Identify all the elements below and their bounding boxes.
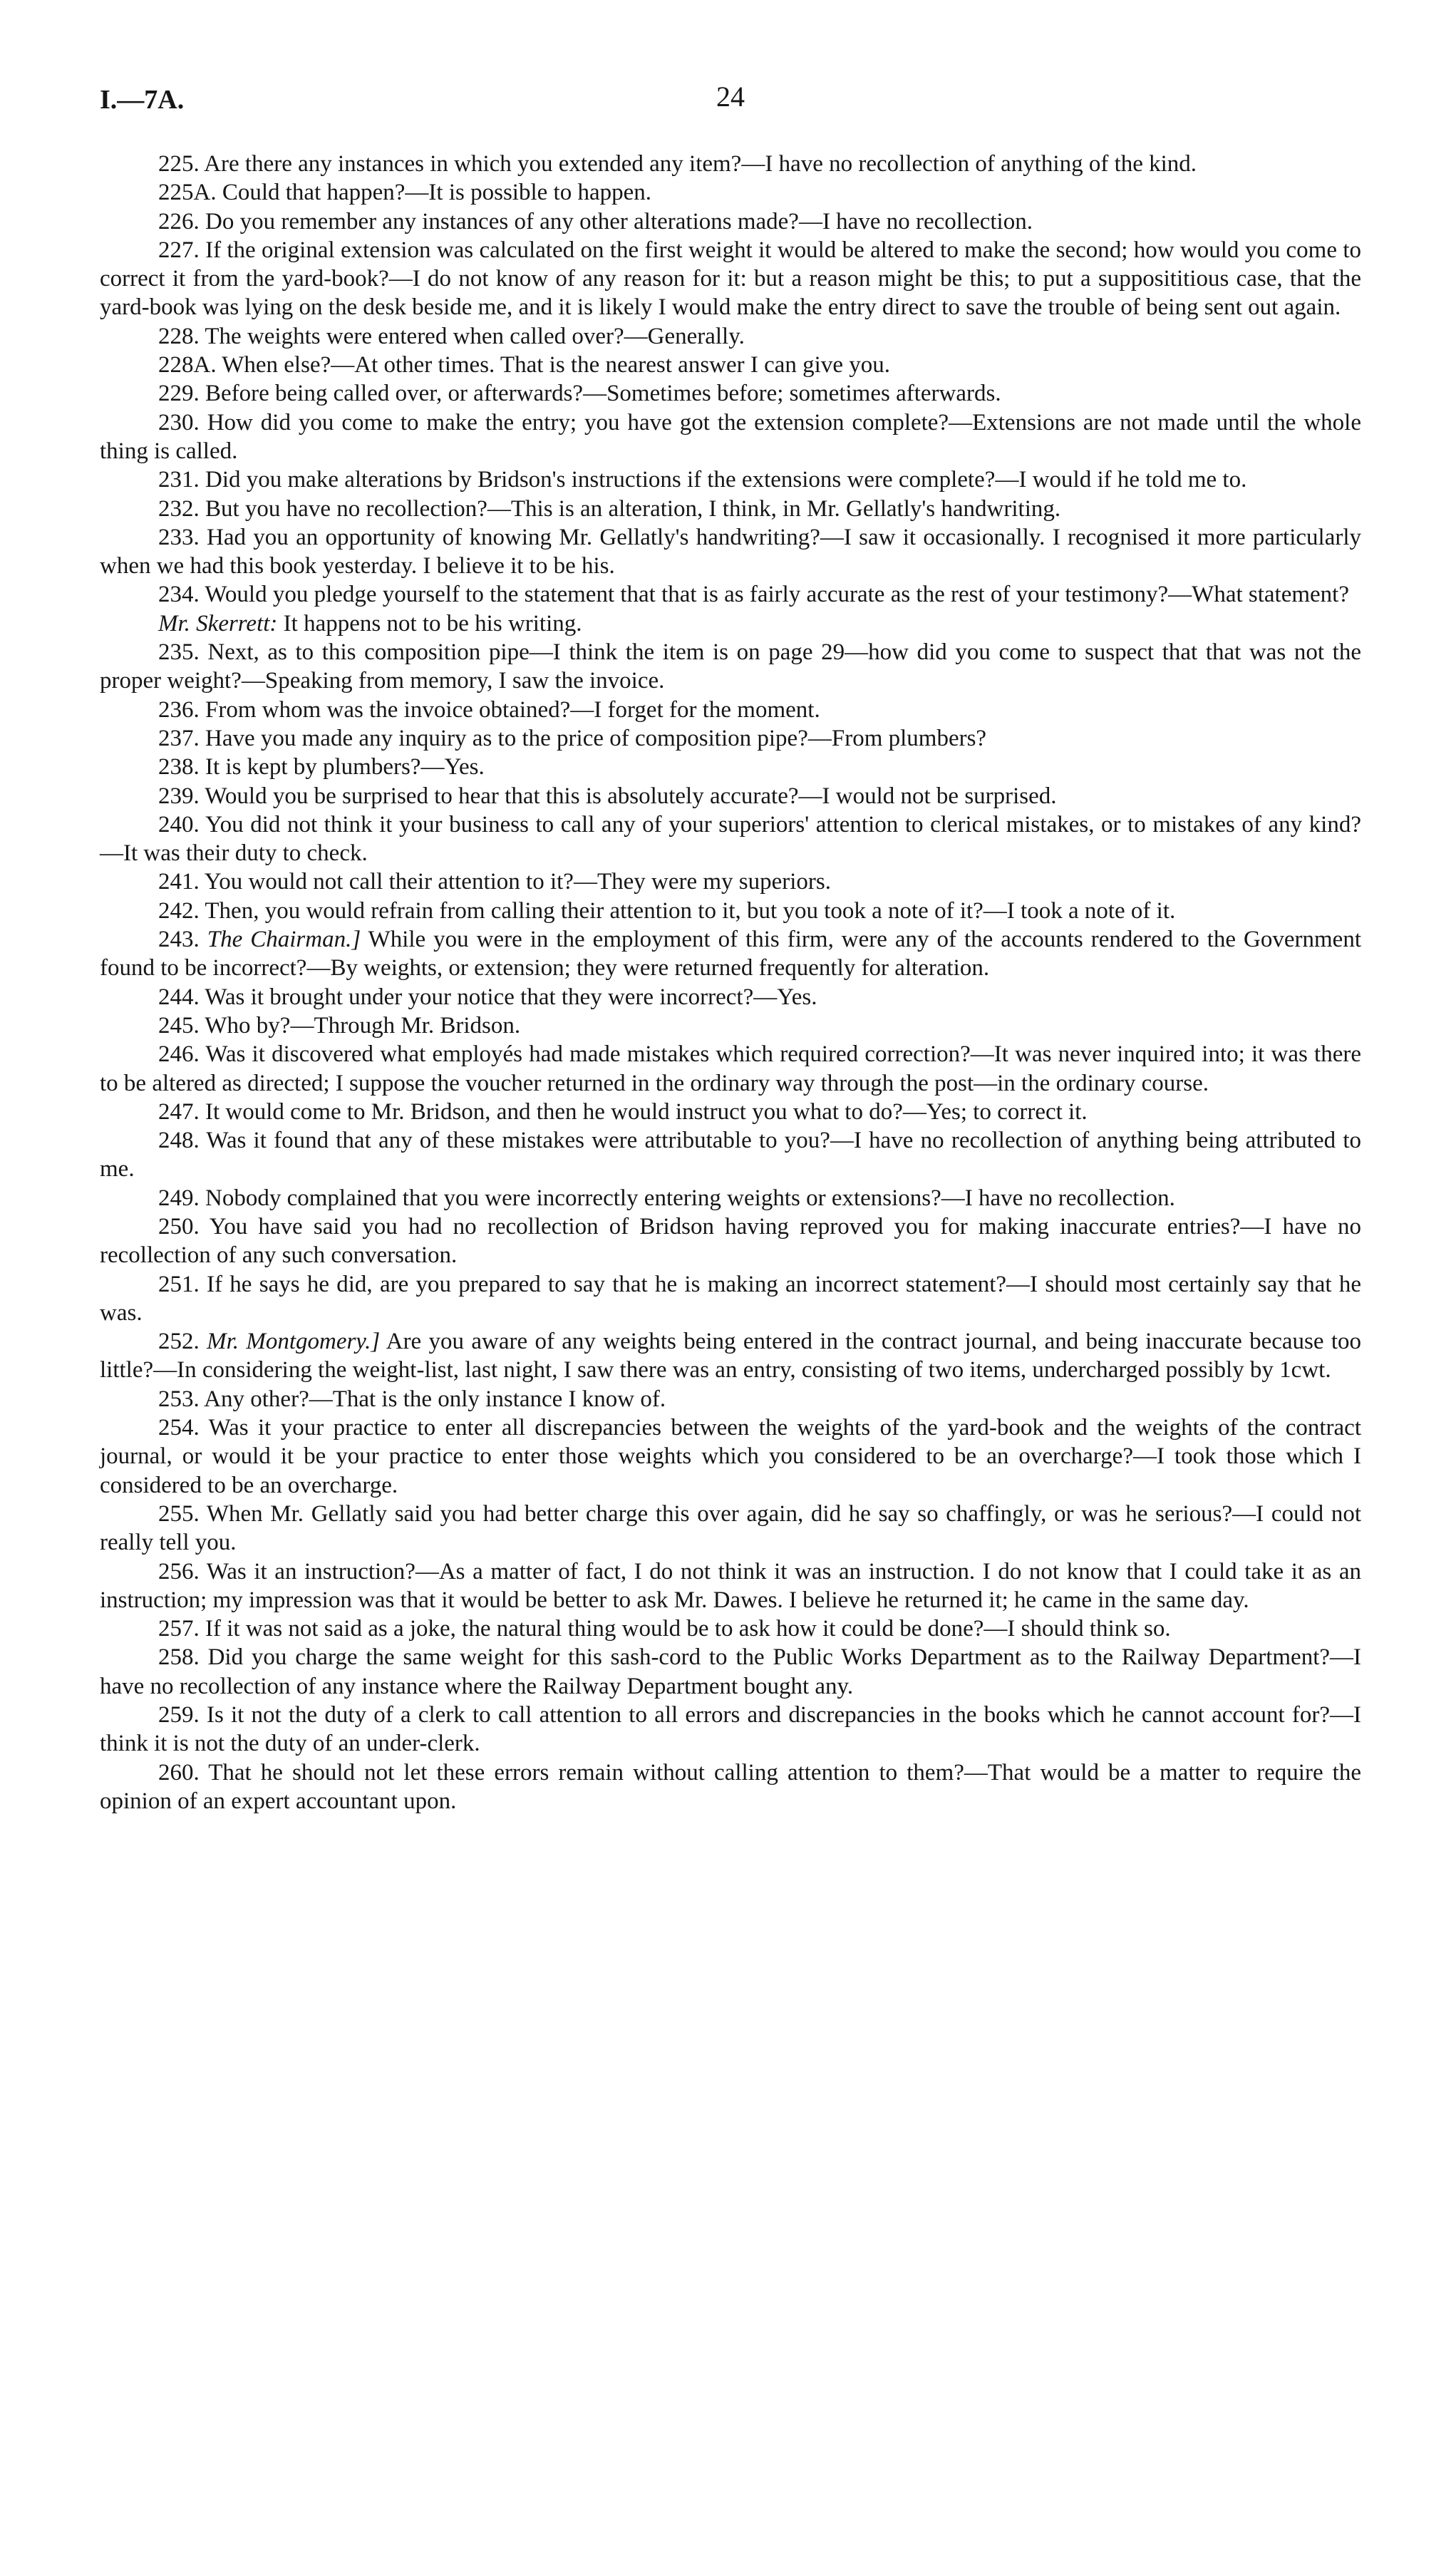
evidence-paragraph	[100, 983, 1361, 1011]
paragraph-text: 232. But you have no recollection?—This is an alteration, I think, in Mr. Gellatly's handwriting.	[158, 495, 1061, 522]
evidence-paragraph	[100, 696, 1361, 724]
evidence-paragraph	[100, 1184, 1361, 1212]
paragraph-text: 228A. When else?—At other times. That is the nearest answer I can give you.	[158, 352, 890, 378]
evidence-body	[100, 150, 1361, 1815]
question-number: 243.	[158, 927, 207, 953]
evidence-paragraph	[100, 1758, 1361, 1816]
paragraph-text: 253. Any other?—That is the only instance I know of.	[158, 1386, 666, 1412]
paragraph-text: 237. Have you made any inquiry as to the price of composition pipe?—From plumbers?	[158, 725, 987, 751]
paragraph-text: 240. You did not think it your business to call any of your superiors' attention to clerical mistakes, or to mistakes of any kind?—It was their duty to check.	[100, 811, 1361, 867]
evidence-paragraph	[100, 523, 1361, 581]
evidence-paragraph	[100, 1413, 1361, 1500]
paragraph-text: 245. Who by?—Through Mr. Bridson.	[158, 1012, 521, 1039]
evidence-paragraph	[100, 638, 1361, 696]
evidence-paragraph	[100, 867, 1361, 896]
evidence-paragraph	[100, 236, 1361, 322]
paragraph-text: 225. Are there any instances in which you extended any item?—I have no recollection of anything of the kind.	[158, 151, 1197, 177]
running-head	[100, 80, 1361, 123]
paragraph-text: 230. How did you come to make the entry; you have got the extension complete?—Extensions are not made until the whole thing is called.	[100, 409, 1361, 464]
paragraph-text: 226. Do you remember any instances of any other alterations made?—I have no recollection.	[158, 208, 1033, 235]
speaker-name: The Chairman.]	[207, 927, 361, 953]
paragraph-text: 247. It would come to Mr. Bridson, and then he would instruct you what to do?—Yes; to correct it.	[158, 1098, 1088, 1125]
paragraph-text: 233. Had you an opportunity of knowing Mr. Gellatly's handwriting?—I saw it occasionally. I recognised it more particularly when we had this book yesterday. I believe it to be his.	[100, 524, 1361, 579]
paragraph-text: 246. Was it discovered what employés had made mistakes which required correction?—It was never inquired into; it was there to be altered as directed; I suppose the voucher returned in the ordinary way through the post—in the ordinary course.	[100, 1041, 1361, 1096]
evidence-paragraph	[100, 178, 1361, 207]
evidence-paragraph	[100, 580, 1361, 609]
evidence-paragraph	[100, 1614, 1361, 1643]
paragraph-text: Are you aware of any weights being entered in the contract journal, and being inaccurate because too little?—In considering the weight-list, last night, I saw there was an entry, consisting of two items, undercharged possibly by 1cwt.	[100, 1329, 1361, 1384]
paragraph-text: 234. Would you pledge yourself to the statement that that is as fairly accurate as the rest of your testimony?—What statement?	[158, 582, 1349, 608]
evidence-paragraph	[100, 1040, 1361, 1098]
evidence-paragraph	[100, 1701, 1361, 1758]
paragraph-text: 255. When Mr. Gellatly said you had better charge this over again, did he say so chaffingly, or was he serious?—I could not really tell you.	[100, 1500, 1361, 1556]
evidence-paragraph	[100, 379, 1361, 408]
paragraph-text: 248. Was it found that any of these mistakes were attributable to you?—I have no recollection of anything being attributed to me.	[100, 1128, 1361, 1183]
evidence-paragraph	[100, 1126, 1361, 1184]
evidence-paragraph	[100, 810, 1361, 868]
evidence-paragraph	[100, 1011, 1361, 1040]
paragraph-text: 251. If he says he did, are you prepared to say that he is making an incorrect statement?—I should most certainly say that he was.	[100, 1271, 1361, 1326]
paragraph-text: 249. Nobody complained that you were incorrectly entering weights or extensions?—I have no recollection.	[158, 1185, 1175, 1211]
paragraph-text: 257. If it was not said as a joke, the natural thing would be to ask how it could be done?—I should think so.	[158, 1616, 1171, 1642]
paragraph-text: 260. That he should not let these errors remain without calling attention to them?—That would be a matter to require the opinion of an expert accountant upon.	[100, 1759, 1361, 1814]
paragraph-text: 254. Was it your practice to enter all discrepancies between the weights of the yard-book and the weights of the contract journal, or would it be your practice to enter those weights which you considered to be an overcharge?—I took those which I considered to be an overcharge.	[100, 1415, 1361, 1498]
evidence-paragraph	[100, 207, 1361, 236]
paragraph-text: 225A. Could that happen?—It is possible to happen.	[158, 180, 651, 206]
paragraph-text: 231. Did you make alterations by Bridson's instructions if the extensions were complete?—I would if he told me to.	[158, 467, 1247, 493]
evidence-paragraph	[100, 408, 1361, 466]
evidence-paragraph	[100, 495, 1361, 523]
report-reference: I.—7A.	[100, 85, 185, 115]
paragraph-text: It happens not to be his writing.	[277, 610, 582, 637]
evidence-paragraph	[100, 465, 1361, 494]
paragraph-text: 236. From whom was the invoice obtained?—I forget for the moment.	[158, 696, 820, 723]
evidence-paragraph	[100, 1327, 1361, 1385]
evidence-paragraph	[100, 150, 1361, 178]
evidence-paragraph	[100, 925, 1361, 983]
speaker-name: Mr. Montgomery.]	[207, 1329, 381, 1355]
evidence-paragraph	[100, 351, 1361, 379]
question-number: 252.	[158, 1329, 207, 1355]
paragraph-text: 238. It is kept by plumbers?—Yes.	[158, 754, 485, 780]
speaker-name: Mr. Skerrett:	[158, 610, 278, 637]
evidence-paragraph	[100, 1500, 1361, 1557]
paragraph-text: While you were in the employment of this firm, were any of the accounts rendered to the Government found to be incorrect?—By weights, or extension; they were returned frequently for alteration.	[100, 927, 1362, 982]
evidence-paragraph	[100, 1212, 1361, 1270]
page-number: 24	[716, 81, 745, 113]
paragraph-text: 239. Would you be surprised to hear that this is absolutely accurate?—I would not be surprised.	[158, 783, 1057, 809]
evidence-paragraph	[100, 609, 1361, 638]
paragraph-text: 242. Then, you would refrain from calling their attention to it, but you took a note of it?—I took a note of it.	[158, 897, 1176, 924]
paragraph-text: 227. If the original extension was calculated on the first weight it would be altered to make the second; how would you come to correct it from the yard-book?—I do not know of any reason for it: but a reason might be this; to put a supposititious case, that the yard-book was lying on the desk beside me, and it is likely I would make the entry direct to save the trouble of being sent out again.	[100, 237, 1361, 321]
paragraph-text: 229. Before being called over, or afterwards?—Sometimes before; sometimes afterwards.	[158, 381, 1001, 407]
paragraph-text: 244. Was it brought under your notice that they were incorrect?—Yes.	[158, 984, 817, 1010]
evidence-paragraph	[100, 1098, 1361, 1126]
evidence-paragraph	[100, 782, 1361, 810]
evidence-paragraph	[100, 1643, 1361, 1701]
evidence-paragraph	[100, 724, 1361, 753]
evidence-paragraph	[100, 1385, 1361, 1413]
evidence-paragraph	[100, 753, 1361, 781]
evidence-paragraph	[100, 322, 1361, 351]
paragraph-text: 256. Was it an instruction?—As a matter of fact, I do not think it was an instruction. I do not know that I could take it as an instruction; my impression was that it would be better to ask Mr. Dawes. I believe he returned it; he came in the same day.	[100, 1558, 1361, 1613]
paragraph-text: 241. You would not call their attention to it?—They were my superiors.	[158, 869, 832, 895]
paragraph-text: 258. Did you charge the same weight for this sash-cord to the Public Works Department as to the Railway Department?—I have no recollection of any instance where the Railway Department bought any.	[100, 1644, 1361, 1699]
paragraph-text: 235. Next, as to this composition pipe—I think the item is on page 29—how did you come to suspect that that was not the proper weight?—Speaking from memory, I saw the invoice.	[100, 639, 1361, 694]
paragraph-text: 250. You have said you had no recollection of Bridson having reproved you for making inaccurate entries?—I have no recollection of any such conversation.	[100, 1213, 1361, 1269]
paragraph-text: 259. Is it not the duty of a clerk to call attention to all errors and discrepancies in the books which he cannot account for?—I think it is not the duty of an under-clerk.	[100, 1702, 1361, 1757]
evidence-paragraph	[100, 1557, 1361, 1615]
evidence-paragraph	[100, 897, 1361, 925]
paragraph-text: 228. The weights were entered when called over?—Generally.	[158, 323, 745, 349]
evidence-paragraph	[100, 1270, 1361, 1328]
